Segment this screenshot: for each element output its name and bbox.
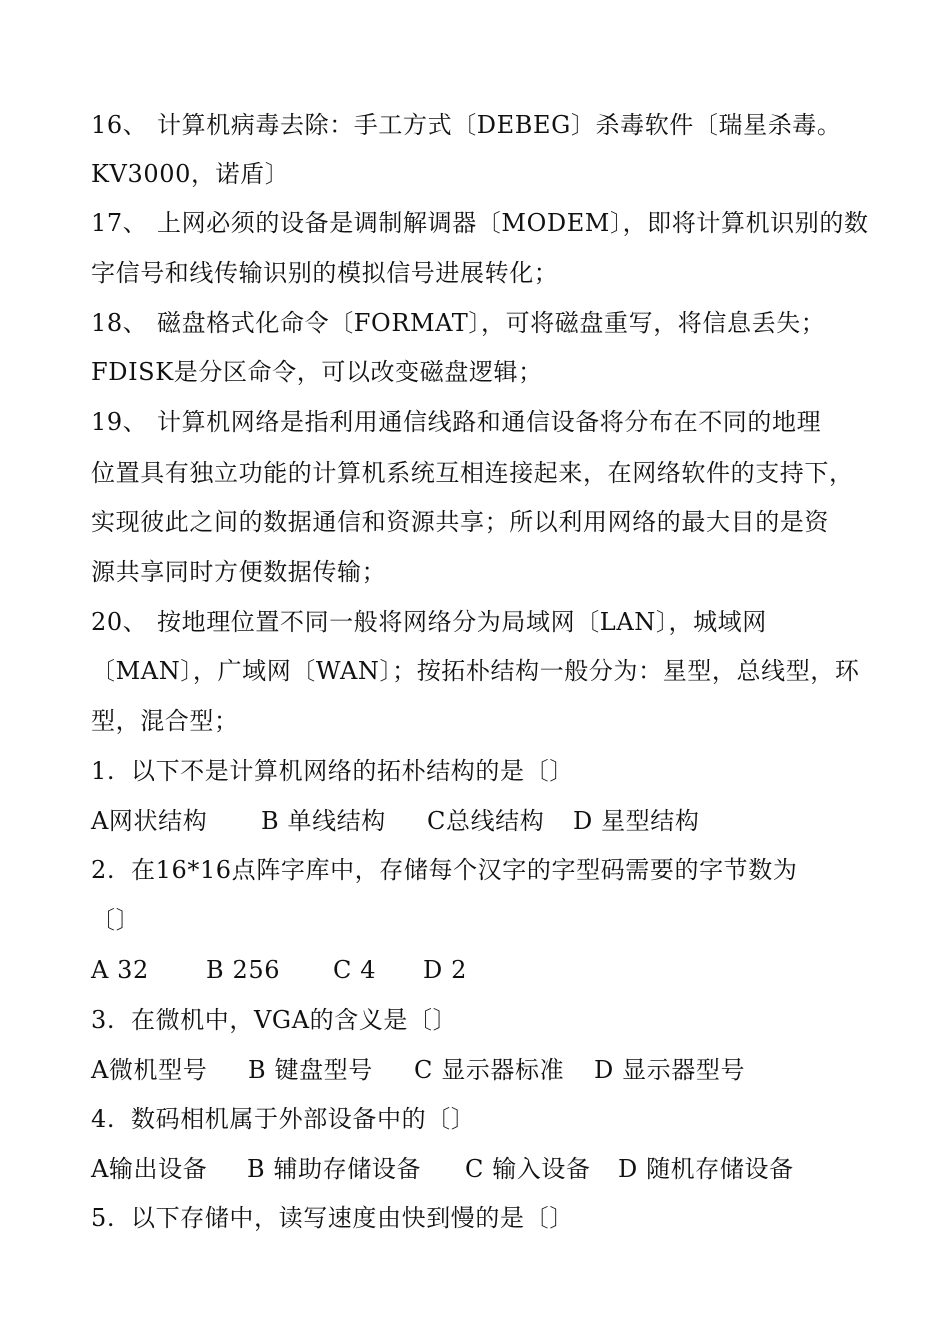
option-a: A输出设备 (91, 1155, 208, 1183)
question-text: 在16*16点阵字库中，存储每个汉字的字型码需要的字节数为 (131, 856, 798, 884)
option-b: B 辅助存储设备 (247, 1155, 422, 1183)
question-number: 3. (91, 1006, 116, 1034)
note-number: 18、 (91, 309, 148, 337)
question-1-options (91, 806, 699, 836)
note-16-line-1 (91, 110, 842, 140)
note-18-line-2: FDISK是分区命令，可以改变磁盘逻辑； (91, 358, 543, 386)
option-a: A微机型号 (91, 1056, 208, 1084)
option-b: B 键盘型号 (248, 1056, 373, 1084)
option-b: B 单线结构 (261, 807, 386, 835)
question-number: 5. (91, 1204, 116, 1232)
note-text: 上网必须的设备是调制解调器〔MODEM〕，即将计算机识别的数 (157, 209, 869, 237)
note-number: 19、 (91, 408, 148, 436)
note-20-line-2: 〔MAN〕，广域网〔WAN〕；按拓朴结构一般分为：星型，总线型，环 (91, 657, 860, 685)
option-a: A 32 (91, 956, 149, 984)
option-b: B 256 (206, 956, 281, 984)
question-5 (91, 1203, 574, 1233)
option-c: C 显示器标准 (414, 1056, 565, 1084)
option-c: C 输入设备 (465, 1155, 591, 1183)
note-17-line-1 (91, 208, 869, 238)
question-2 (91, 855, 797, 885)
question-number: 4. (91, 1105, 116, 1133)
note-16-line-2: KV3000，诺盾〕 (91, 160, 290, 188)
question-4 (91, 1104, 475, 1134)
note-17-line-2: 字信号和线传输识别的模拟信号进展转化； (91, 259, 559, 287)
question-3 (91, 1005, 457, 1035)
question-number: 1. (91, 757, 116, 785)
question-2-options (91, 955, 467, 985)
question-3-options (91, 1055, 745, 1085)
note-text: 计算机病毒去除：手工方式〔DEBEG〕杀毒软件〔瑞星杀毒。 (157, 111, 842, 139)
note-19-line-3: 实现彼此之间的数据通信和资源共享；所以利用网络的最大目的是资 (91, 508, 829, 536)
note-20-line-3: 型，混合型； (91, 707, 239, 735)
option-d: D 星型结构 (573, 807, 700, 835)
note-text: 按地理位置不同一般将网络分为局域网〔LAN〕，城域网 (157, 608, 767, 636)
option-c: C 4 (333, 956, 377, 984)
question-4-options (91, 1154, 794, 1184)
question-number: 2. (91, 856, 116, 884)
note-19-line-4: 源共享同时方便数据传输； (91, 558, 387, 586)
note-text: 磁盘格式化命令〔FORMAT〕，可将磁盘重写，将信息丢失； (157, 309, 826, 337)
question-text: 数码相机属于外部设备中的〔〕 (131, 1105, 476, 1133)
option-a: A网状结构 (91, 807, 208, 835)
option-d: D 2 (423, 956, 467, 984)
note-number: 16、 (91, 111, 148, 139)
question-text: 在微机中，VGA的含义是〔〕 (131, 1006, 458, 1034)
note-19-line-1 (91, 407, 821, 437)
note-19-line-2: 位置具有独立功能的计算机系统互相连接起来，在网络软件的支持下， (91, 459, 854, 487)
note-20-line-1 (91, 607, 767, 637)
option-c: C总线结构 (427, 807, 545, 835)
question-text: 以下存储中，读写速度由快到慢的是〔〕 (131, 1204, 574, 1232)
note-18-line-1 (91, 308, 825, 338)
note-number: 20、 (91, 608, 148, 636)
note-number: 17、 (91, 209, 148, 237)
option-d: D 随机存储设备 (618, 1155, 794, 1183)
option-d: D 显示器型号 (594, 1056, 746, 1084)
note-text: 计算机网络是指利用通信线路和通信设备将分布在不同的地理 (157, 408, 822, 436)
question-text: 以下不是计算机网络的拓朴结构的是〔〕 (131, 757, 574, 785)
question-2-continued: 〔〕 (91, 906, 141, 934)
question-1 (91, 756, 574, 786)
